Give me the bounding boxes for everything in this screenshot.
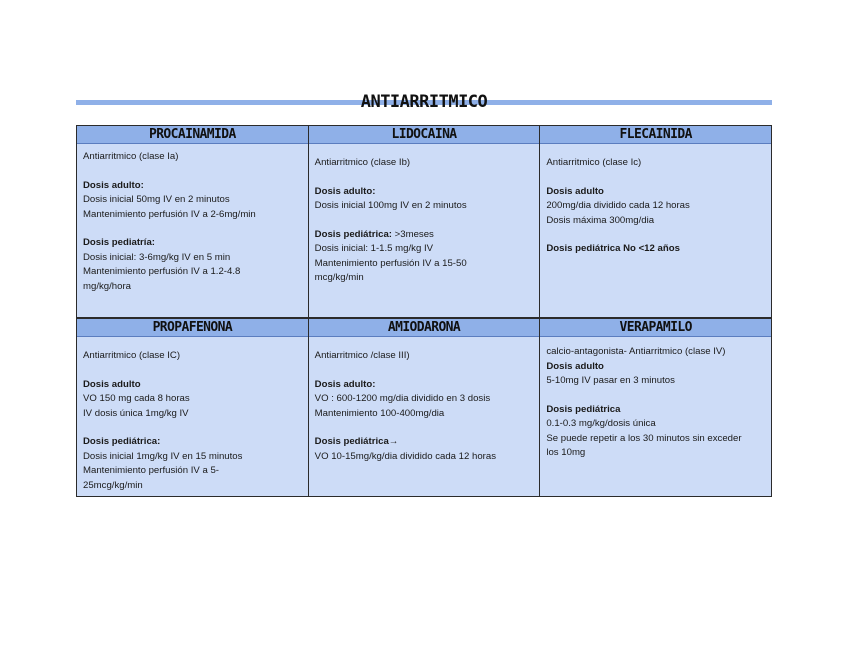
- adult-dose-line: 200mg/dia dividido cada 12 horas: [546, 200, 690, 211]
- pediatric-dose-line: Dosis inicial: 1-1.5 mg/kg IV: [314, 243, 434, 254]
- pediatric-dose-line: 25mcg/kg/min: [83, 479, 143, 491]
- pediatric-dose-line: mg/kg/hora: [83, 280, 131, 292]
- drug-class: calcio-antagonista- Antiarritmico (clase IV): [546, 346, 726, 357]
- table-row: [77, 317, 771, 496]
- drug-name: LIDOCAINA: [309, 126, 540, 144]
- drug-class: Antiarritmico /clase III): [314, 350, 410, 361]
- pediatric-dose-line: Dosis inicial 1mg/kg IV en 15 minutos: [83, 450, 243, 462]
- drug-name: AMIODARONA: [309, 319, 540, 337]
- pediatric-dose-label: Dosis pediátrica→: [314, 436, 399, 447]
- pediatric-dose-label: Dosis pediátrica No <12 años: [546, 243, 680, 254]
- drug-cell-verapamilo: [540, 319, 771, 496]
- title-bar: [76, 92, 772, 114]
- page-title: ANTIARRITMICO: [360, 92, 488, 112]
- adult-dose-line: Dosis inicial 50mg IV en 2 minutos: [83, 194, 230, 205]
- pediatric-dose-line: VO 10-15mg/kg/dia dividido cada 12 horas: [314, 450, 496, 462]
- adult-dose-line: Mantenimiento 100-400mg/dia: [314, 407, 445, 419]
- adult-dose-label: Dosis adulto: [546, 360, 604, 372]
- drug-name: PROPAFENONA: [77, 319, 308, 337]
- pediatric-dose-label: Dosis pediatría:: [83, 237, 155, 248]
- drug-cell-flecainida: [540, 126, 771, 317]
- drug-details: [77, 337, 308, 493]
- pediatric-dose-label: Dosis pediátrica:: [83, 436, 161, 447]
- adult-dose-line: VO 150 mg cada 8 horas: [83, 393, 190, 404]
- adult-dose-label: Dosis adulto: [546, 185, 604, 197]
- adult-dose-line: IV dosis única 1mg/kg IV: [83, 407, 189, 419]
- pediatric-dose-line: Mantenimiento perfusión IV a 5-: [83, 465, 219, 476]
- drug-cell-procainamida: [77, 126, 309, 317]
- pediatric-dose-label: Dosis pediátrica: [546, 403, 621, 415]
- drug-details: [309, 144, 540, 286]
- adult-dose-line: Dosis máxima 300mg/dia: [546, 214, 655, 226]
- adult-dose-label: Dosis adulto:: [83, 179, 144, 191]
- drug-details: [540, 337, 771, 461]
- drug-details: [309, 337, 540, 464]
- adult-dose-label: Dosis adulto:: [314, 378, 376, 390]
- pediatric-dose-line: 0.1-0.3 mg/kg/dosis única: [546, 418, 656, 429]
- pediatric-dose-line: mcg/kg/min: [314, 272, 364, 283]
- adult-dose-label: Dosis adulto:: [314, 185, 376, 197]
- drug-table: [76, 125, 772, 497]
- pediatric-dose-label: Dosis pediátrica:: [314, 228, 392, 240]
- pediatric-dose-line: Se puede repetir a los 30 minutos sin exceder: [546, 432, 742, 444]
- adult-dose-line: Mantenimiento perfusión IV a 2-6mg/min: [83, 208, 256, 220]
- adult-dose-line: VO : 600-1200 mg/dia dividido en 3 dosis: [314, 393, 491, 404]
- pediatric-age-note: >3meses: [391, 228, 434, 240]
- drug-cell-propafenona: [77, 319, 309, 496]
- pediatric-dose-line: Mantenimiento perfusión IV a 15-50: [314, 257, 467, 269]
- table-row: [77, 126, 771, 317]
- drug-name: VERAPAMILO: [540, 319, 771, 337]
- pediatric-dose-line: Dosis inicial: 3-6mg/kg IV en 5 min: [83, 251, 231, 263]
- drug-cell-lidocaina: [309, 126, 541, 317]
- adult-dose-line: Dosis inicial 100mg IV en 2 minutos: [314, 200, 467, 211]
- drug-name: FLECAINIDA: [540, 126, 771, 144]
- drug-class: Antiarritmico (clase Ib): [314, 157, 411, 168]
- drug-name: PROCAINAMIDA: [77, 126, 308, 144]
- drug-details: [77, 144, 308, 294]
- drug-class: Antiarritmico (clase IC): [83, 350, 181, 361]
- adult-dose-label: Dosis adulto: [83, 378, 141, 390]
- drug-class: Antiarritmico (clase Ic): [546, 157, 642, 168]
- drug-cell-amiodarona: [309, 319, 541, 496]
- pediatric-dose-line: Mantenimiento perfusión IV a 1.2-4.8: [83, 266, 241, 277]
- drug-class: Antiarritmico (clase Ia): [83, 151, 179, 162]
- adult-dose-line: 5-10mg IV pasar en 3 minutos: [546, 375, 675, 386]
- drug-details: [540, 144, 771, 257]
- pediatric-dose-line: los 10mg: [546, 447, 586, 458]
